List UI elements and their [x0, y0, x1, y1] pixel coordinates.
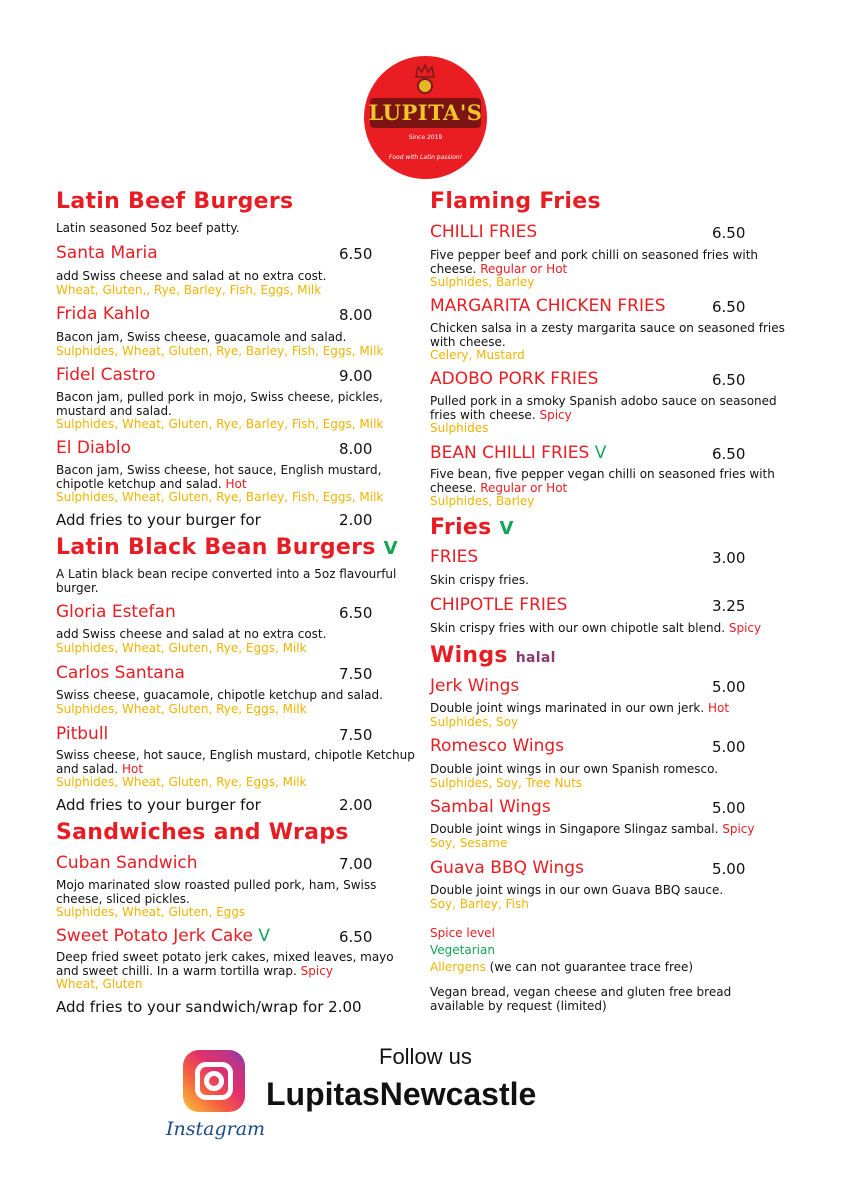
item-name: CHIPOTLE FRIES — [430, 595, 568, 615]
allergens: Sulphides, Soy, Tree Nuts — [430, 775, 583, 790]
item-price: 6.50 — [339, 604, 373, 622]
vegetarian-badge: V — [594, 443, 607, 463]
heat-tag: Regular or Hot — [480, 480, 568, 495]
item-name: Romesco Wings — [430, 736, 565, 756]
item-desc: add Swiss cheese and salad at no extra cost. Sulphides, Wheat, Gluten, Rye, Eggs, Milk — [56, 627, 327, 655]
item-name: Cuban Sandwich — [56, 853, 198, 873]
allergens: Sulphides, Wheat, Gluten, Rye, Eggs, Milk — [56, 701, 307, 716]
item-name: BEAN CHILLI FRIES V — [430, 443, 607, 463]
item-name: ADOBO PORK FRIES — [430, 369, 599, 389]
item-desc: Skin crispy fries with our own chipotle salt blend. Spicy — [430, 621, 762, 635]
section-title-fries: Fries V — [430, 515, 514, 540]
item-name: FRIES — [430, 547, 479, 567]
crown-icon — [415, 64, 435, 78]
item-price: 3.25 — [712, 597, 746, 615]
hot-tag: Hot — [225, 476, 247, 491]
section-title-flaming-fries: Flaming Fries — [430, 189, 601, 214]
item-name: MARGARITA CHICKEN FRIES — [430, 296, 666, 316]
item-price: 8.00 — [339, 306, 373, 324]
spicy-tag: Spicy — [728, 621, 762, 635]
addon-price: 2.00 — [339, 796, 373, 814]
item-name: Jerk Wings — [430, 676, 520, 696]
logo-brand: LUPITA'S — [368, 100, 483, 125]
addon-price: 2.00 — [339, 511, 373, 529]
vegetarian-badge: V — [383, 538, 398, 559]
item-name: Carlos Santana — [56, 663, 185, 683]
section-intro: Latin seasoned 5oz beef patty. — [56, 221, 240, 235]
add-fries-note: Add fries to your burger for 2.00 — [56, 511, 373, 529]
item-price: 6.50 — [339, 928, 373, 946]
item-name: Fidel Castro — [56, 365, 156, 385]
item-name: Gloria Estefan — [56, 602, 176, 622]
allergens: Sulphides, Wheat, Gluten, Rye, Barley, Fish, Eggs, Milk — [56, 417, 384, 431]
item-price: 6.50 — [712, 224, 746, 242]
allergens: Sulphides — [430, 421, 489, 435]
item-name: Sambal Wings — [430, 797, 551, 817]
item-name: Guava BBQ Wings — [430, 858, 584, 878]
legend-spice: Spice level — [430, 926, 495, 940]
item-desc: add Swiss cheese and salad at no extra cost. Wheat, Gluten,, Rye, Barley, Fish, Eggs, Milk — [56, 269, 327, 297]
hot-tag: Hot — [121, 761, 144, 776]
item-desc: Pulled pork in a smoky Spanish adobo sauce on seasoned fries with cheese. Spicy Sulphides — [430, 394, 777, 435]
follow-us-text: Follow us — [379, 1044, 472, 1069]
section-intro: A Latin black bean recipe converted into a 5oz flavourful burger. — [56, 567, 397, 595]
item-price: 7.00 — [339, 855, 373, 873]
section-title-bean-burgers: Latin Black Bean Burgers V — [56, 535, 398, 560]
item-desc: Mojo marinated slow roasted pulled pork, ham, Swiss cheese, sliced pickles. Sulphides, Wheat, Gluten, Eggs — [56, 878, 377, 919]
allergens: Wheat, Gluten,, Rye, Barley, Fish, Eggs, Milk — [56, 282, 322, 297]
item-desc: Swiss cheese, guacamole, chipotle ketchup and salad. Sulphides, Wheat, Gluten, Rye, Eggs, Milk — [56, 688, 383, 716]
item-desc: Deep fried sweet potato jerk cakes, mixed leaves, mayo and sweet chilli. In a warm tortilla wrap. Spicy Wheat, Gluten — [56, 950, 394, 991]
item-desc: Five pepper beef and pork chilli on seasoned fries with cheese. Regular or Hot Sulphides, Barley — [430, 248, 759, 289]
item-name: Sweet Potato Jerk Cake V — [56, 926, 271, 946]
item-price: 6.50 — [712, 445, 746, 463]
dietary-note: Vegan bread, vegan cheese and gluten free bread available by request (limited) — [430, 985, 732, 1013]
item-desc: Swiss cheese, hot sauce, English mustard, chipotle Ketchup and salad. Hot Sulphides, Wheat, Gluten, Rye, Eggs, Milk — [56, 748, 415, 789]
section-title-wings: Wings halal — [430, 643, 556, 668]
item-name: El Diablo — [56, 438, 132, 458]
hot-tag: Hot — [707, 701, 730, 715]
allergens: Soy, Barley, Fish — [430, 896, 529, 911]
allergens: Celery, Mustard — [430, 348, 525, 362]
allergens: Wheat, Gluten — [56, 977, 143, 991]
allergens: Sulphides, Barley — [430, 494, 535, 508]
item-price: 6.50 — [339, 245, 373, 263]
lupitas-logo — [364, 56, 487, 179]
item-desc: Five bean, five pepper vegan chilli on seasoned fries with cheese. Regular or Hot Sulphides, Barley — [430, 467, 775, 508]
allergens: Soy, Sesame — [430, 835, 508, 850]
halal-badge: halal — [515, 650, 556, 666]
item-price: 5.00 — [712, 860, 746, 878]
allergens: Sulphides, Wheat, Gluten, Rye, Barley, Fish, Eggs, Milk — [56, 490, 384, 504]
legend-vegetarian: Vegetarian — [430, 943, 495, 957]
instagram-label: Instagram — [166, 1118, 266, 1140]
item-desc: Bacon jam, pulled pork in mojo, Swiss cheese, pickles, mustard and salad. Sulphides, Wheat, Gluten, Rye, Barley, Fish, Eggs, Milk — [56, 390, 384, 431]
spicy-tag: Spicy — [722, 822, 755, 836]
item-price: 5.00 — [712, 678, 746, 696]
item-name: CHILLI FRIES — [430, 222, 538, 242]
item-name: Santa Maria — [56, 243, 158, 263]
item-desc: Skin crispy fries. — [430, 573, 529, 587]
camera-lens — [204, 1071, 224, 1091]
item-name: Pitbull — [56, 724, 109, 744]
item-price: 9.00 — [339, 367, 373, 385]
item-price: 7.50 — [339, 665, 373, 683]
item-desc: Double joint wings marinated in our own jerk. Hot Sulphides, Soy — [430, 701, 730, 729]
vegetarian-badge: V — [499, 518, 514, 539]
logo-since: Since 2019 — [408, 134, 443, 141]
item-name: Frida Kahlo — [56, 304, 151, 324]
legend-allergens: Allergens (we can not guarantee trace free) — [430, 960, 694, 974]
item-desc: Double joint wings in our own Spanish romesco. Sulphides, Soy, Tree Nuts — [430, 762, 719, 790]
item-desc: Bacon jam, Swiss cheese, hot sauce, English mustard, chipotle ketchup and salad. Hot Sulphides, Wheat, Gluten, Rye, Barley, Fish, Eggs, Milk — [56, 463, 384, 504]
item-price: 5.00 — [712, 799, 746, 817]
allergens: Sulphides, Wheat, Gluten, Rye, Eggs, Milk — [56, 775, 307, 789]
allergens: Sulphides, Barley — [430, 275, 535, 289]
logo-tagline: Food with Latin passion! — [388, 154, 463, 161]
item-price: 7.50 — [339, 726, 373, 744]
spicy-tag: Spicy — [300, 963, 333, 978]
item-price: 5.00 — [712, 738, 746, 756]
instagram-handle[interactable]: LupitasNewcastle — [266, 1076, 537, 1112]
spicy-tag: Spicy — [539, 407, 572, 422]
item-price: 8.00 — [339, 440, 373, 458]
allergens: Sulphides, Wheat, Gluten, Eggs — [56, 905, 246, 919]
allergens: Sulphides, Wheat, Gluten, Rye, Eggs, Milk — [56, 640, 307, 655]
section-title-beef-burgers: Latin Beef Burgers — [56, 189, 294, 214]
heat-tag: Regular or Hot — [480, 261, 568, 276]
vegetarian-badge: V — [258, 926, 271, 946]
flower-icon — [417, 78, 433, 94]
add-fries-note: Add fries to your sandwich/wrap for 2.00 — [56, 998, 362, 1016]
camera-dot — [226, 1065, 231, 1070]
item-desc: Double joint wings in our own Guava BBQ sauce. Soy, Barley, Fish — [430, 883, 724, 911]
item-price: 6.50 — [712, 298, 746, 316]
add-fries-note: Add fries to your burger for 2.00 — [56, 796, 373, 814]
item-desc: Double joint wings in Singapore Slingaz sambal. Spicy Soy, Sesame — [430, 822, 755, 850]
instagram-icon[interactable] — [183, 1050, 245, 1112]
section-title-sandwiches: Sandwiches and Wraps — [56, 820, 349, 845]
allergens: Sulphides, Wheat, Gluten, Rye, Barley, Fish, Eggs, Milk — [56, 343, 384, 358]
allergens: Sulphides, Soy — [430, 714, 519, 729]
item-desc: Bacon jam, Swiss cheese, guacamole and salad. Sulphides, Wheat, Gluten, Rye, Barley, Fish, Eggs, Milk — [56, 330, 384, 358]
item-price: 6.50 — [712, 371, 746, 389]
item-price: 3.00 — [712, 549, 746, 567]
item-desc: Chicken salsa in a zesty margarita sauce on seasoned fries with cheese. Celery, Mustard — [430, 321, 785, 362]
